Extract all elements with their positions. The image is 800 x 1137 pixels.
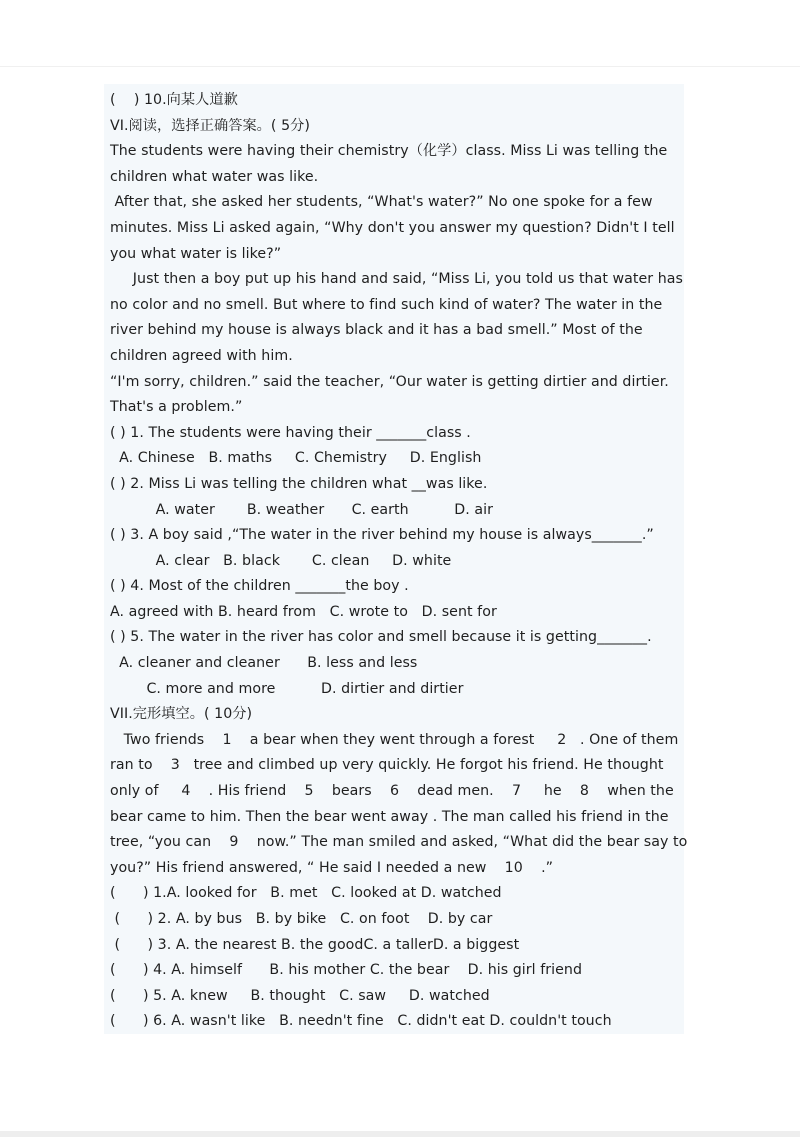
passage-line: children agreed with him.	[110, 347, 293, 364]
cloze-question-2: ( ) 2. A. by bus B. by bike C. on foot D. by car	[110, 911, 493, 927]
cloze-passage-line: only of 4 . His friend 5 bears 6 dead men. 7 he 8 when the	[110, 783, 674, 800]
passage-line: That's a problem.”	[110, 399, 243, 416]
question-10-line: ( ) 10.向某人道歉	[110, 92, 238, 108]
reading-options-5a: A. cleaner and cleaner B. less and less	[110, 655, 418, 672]
reading-question-3: ( ) 3. A boy said ,“The water in the river behind my house is always_______.”	[110, 527, 654, 544]
cloze-passage-line: Two friends 1 a bear when they went through a forest 2 . One of them	[110, 731, 679, 748]
passage-line: river behind my house is always black and it has a bad smell.” Most of the	[110, 322, 643, 339]
passage-line: children what water was like.	[110, 168, 319, 185]
document-body	[110, 88, 700, 1035]
cloze-question-4: ( ) 4. A. himself B. his mother C. the bear D. his girl friend	[110, 962, 583, 979]
cloze-question-1: ( ) 1.A. looked for B. met C. looked at D. watched	[110, 885, 502, 902]
reading-options-3: A. clear B. black C. clean D. white	[110, 552, 452, 569]
section-vi-heading: VI.阅读，选择正确答案。( 5分)	[110, 117, 310, 134]
reading-options-2: A. water B. weather C. earth D. air	[110, 501, 494, 518]
cloze-passage-line: bear came to him. Then the bear went away . The man called his friend in the	[110, 808, 669, 825]
reading-options-5b: C. more and more D. dirtier and dirtier	[110, 680, 464, 697]
section-vii-heading: VII.完形填空。( 10分)	[110, 706, 253, 723]
reading-question-4: ( ) 4. Most of the children _______the boy .	[110, 578, 409, 595]
reading-question-5: ( ) 5. The water in the river has color and smell because it is getting_______.	[110, 629, 652, 646]
top-bar	[0, 0, 800, 67]
passage-line: minutes. Miss Li asked again, “Why don't you answer my question? Didn't I tell	[110, 219, 675, 236]
passage-line: no color and no smell. But where to find such kind of water? The water in the	[110, 296, 663, 313]
passage-line: “I'm sorry, children.” said the teacher, “Our water is getting dirtier and dirtier.	[110, 373, 669, 390]
cloze-question-5: ( ) 5. A. knew B. thought C. saw D. watched	[110, 987, 490, 1004]
reading-question-2: ( ) 2. Miss Li was telling the children what __was like.	[110, 475, 488, 492]
reading-question-1: ( ) 1. The students were having their _______class .	[110, 424, 471, 441]
cloze-question-3: ( ) 3. A. the nearest B. the goodC. a tallerD. a biggest	[110, 936, 520, 953]
cloze-passage-line: tree, “you can 9 now.” The man smiled and asked, “What did the bear say to	[110, 834, 688, 851]
cloze-question-6: ( ) 6. A. wasn't like B. needn't fine C. didn't eat D. couldn't touch	[110, 1013, 612, 1030]
passage-line: The students were having their chemistry（化学）class. Miss Li was telling the	[110, 143, 668, 160]
reading-options-1: A. Chinese B. maths C. Chemistry D. English	[110, 450, 482, 467]
bottom-bar	[0, 1131, 800, 1137]
passage-line: After that, she asked her students, “What's water?” No one spoke for a few	[110, 194, 653, 211]
cloze-passage-line: ran to 3 tree and climbed up very quickly. He forgot his friend. He thought	[110, 757, 664, 774]
passage-line: you what water is like?”	[110, 245, 282, 262]
reading-options-4: A. agreed with B. heard from C. wrote to D. sent for	[110, 603, 497, 620]
passage-line: Just then a boy put up his hand and said, “Miss Li, you told us that water has	[110, 271, 683, 288]
cloze-passage-line: you?” His friend answered, “ He said I needed a new 10 .”	[110, 859, 554, 876]
